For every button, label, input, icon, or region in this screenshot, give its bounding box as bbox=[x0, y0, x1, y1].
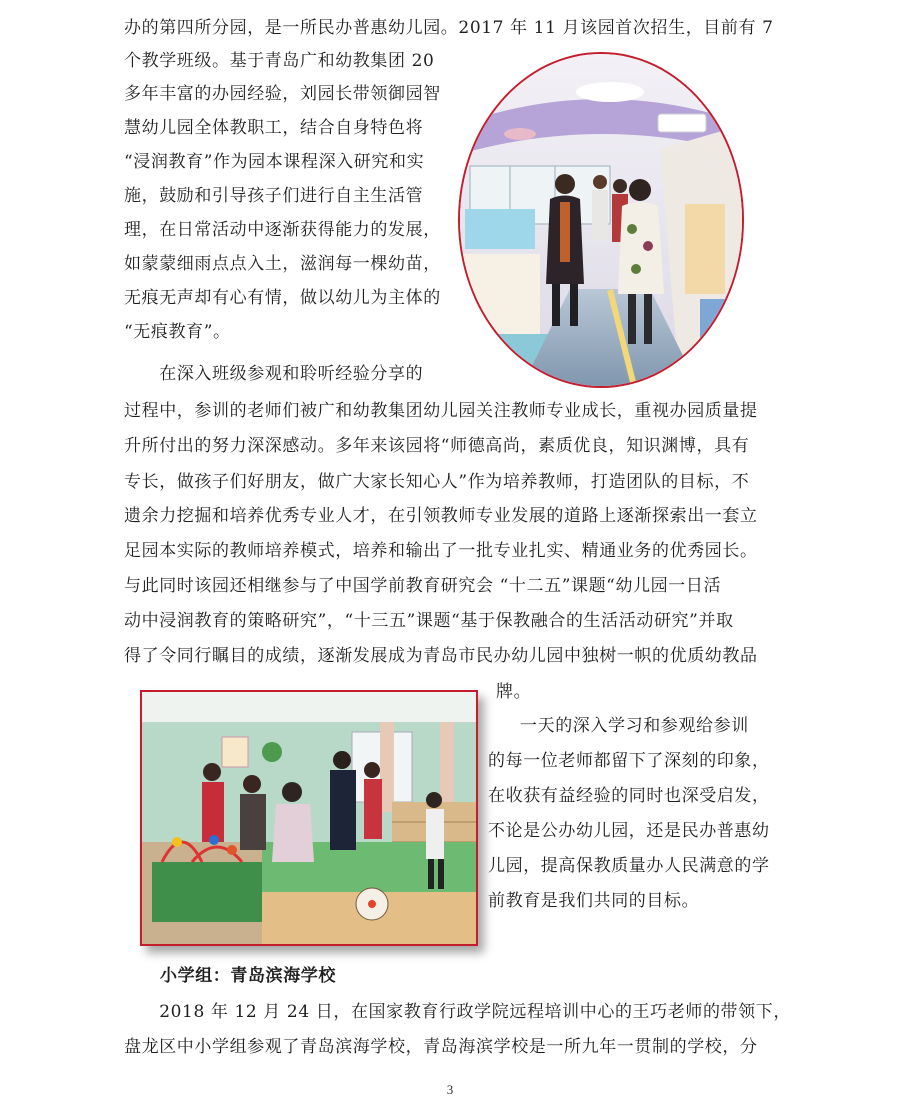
body-text-line: 牌。 bbox=[496, 682, 532, 702]
body-text-line: 升所付出的努力深深感动。多年来该园将“师德高尚，素质优良，知识渊博，具有 bbox=[124, 436, 750, 456]
body-text-line: 办的第四所分园，是一所民办普惠幼儿园。2017 年 11 月该园首次招生，目前有 7 bbox=[124, 18, 774, 38]
classroom-photo-illustration bbox=[142, 692, 476, 944]
body-text-line: 足园本实际的教师培养模式，培养和输出了一批专业扎实、精通业务的优秀园长。 bbox=[124, 541, 758, 561]
corridor-photo-illustration bbox=[460, 54, 744, 388]
body-text-line: 儿园，提高保教质量办人民满意的学 bbox=[488, 856, 770, 876]
body-text-line: 施，鼓励和引导孩子们进行自主生活管 bbox=[124, 186, 424, 206]
kindergarten-corridor-photo bbox=[458, 52, 744, 388]
body-text-line: 2018 年 12 月 24 日，在国家教育行政学院远程培训中心的王巧老师的带领下， bbox=[124, 1002, 791, 1022]
body-text-line: 如蒙蒙细雨点点入土，滋润每一棵幼苗， bbox=[124, 254, 441, 274]
body-text-line: 一天的深入学习和参观给参训 bbox=[520, 716, 749, 736]
classroom-visit-photo bbox=[140, 690, 478, 946]
body-text-line: 遗余力挖掘和培养优秀专业人才，在引领教师专业发展的道路上逐渐探索出一套立 bbox=[124, 506, 758, 526]
body-text-line: “无痕教育”。 bbox=[124, 322, 231, 342]
body-text-line: 多年丰富的办园经验，刘园长带领御园智 bbox=[124, 84, 441, 104]
body-text-line: 慧幼儿园全体教职工，结合自身特色将 bbox=[124, 118, 424, 138]
classroom-photo-frame bbox=[140, 690, 478, 946]
body-text-line: 动中浸润教育的策略研究”，“十三五”课题“基于保教融合的生活活动研究”并取 bbox=[124, 611, 734, 631]
body-text-line: 过程中，参训的老师们被广和幼教集团幼儿园关注教师专业成长，重视办园质量提 bbox=[124, 401, 758, 421]
section-heading: 小学组：青岛滨海学校 bbox=[160, 966, 336, 986]
page-number: 3 bbox=[446, 1082, 454, 1097]
body-text-line: 前教育是我们共同的目标。 bbox=[488, 891, 700, 911]
body-text-line: 与此同时该园还相继参与了中国学前教育研究会 “十二五”课题“幼儿园一日活 bbox=[124, 576, 722, 596]
body-text-line: “浸润教育”作为园本课程深入研究和实 bbox=[124, 152, 425, 172]
body-text-line: 专长，做孩子们好朋友，做广大家长知心人”作为培养教师，打造团队的目标，不 bbox=[124, 472, 750, 492]
body-text-line: 个教学班级。基于青岛广和幼教集团 20 bbox=[124, 51, 435, 71]
body-text-line: 不论是公办幼儿园，还是民办普惠幼 bbox=[488, 821, 770, 841]
body-text-line: 在收获有益经验的同时也深受启发， bbox=[488, 786, 770, 806]
body-text-line: 理，在日常活动中逐渐获得能力的发展， bbox=[124, 220, 441, 240]
body-text-line: 得了令同行瞩目的成绩，逐渐发展成为青岛市民办幼儿园中独树一帜的优质幼教品 bbox=[124, 646, 758, 666]
body-text-line: 在深入班级参观和聆听经验分享的 bbox=[124, 364, 424, 384]
body-text-line: 盘龙区中小学组参观了青岛滨海学校，青岛海滨学校是一所九年一贯制的学校，分 bbox=[124, 1037, 758, 1057]
body-text-line: 无痕无声却有心有情，做以幼儿为主体的 bbox=[124, 288, 441, 308]
body-text-line: 的每一位老师都留下了深刻的印象， bbox=[488, 751, 770, 771]
